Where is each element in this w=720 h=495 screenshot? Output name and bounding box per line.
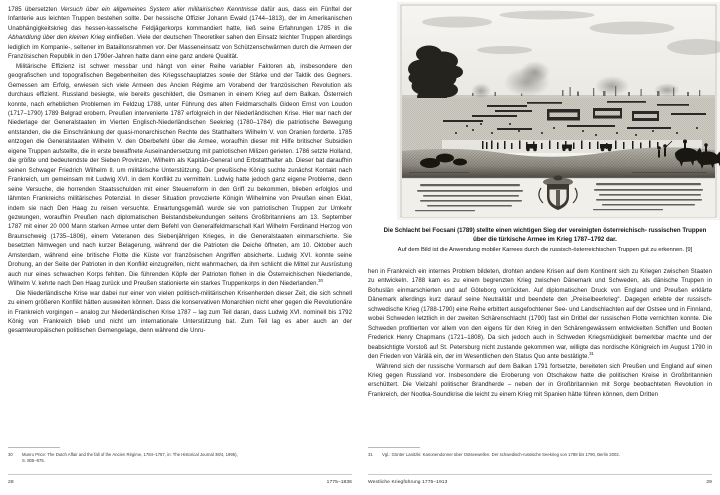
battle-of-focsani-engraving — [397, 2, 720, 220]
text-run: Während sich der russische Vormarsch auf dem Balkan 1791 fortsetzte, bereiteten sich Preußen und England auf einen Krieg gegen Russland vor. Insbesondere die Eroberung von Otschakow hatte die politischen Kreise in Großbritannien erschüttert. Die Vielzahl politischer Brandherde – neben der in Großbritannien mit Sorge beobachteten Revolution in Frankreich, der Nootka-Soundkrise die leicht zu einem Krieg mit Spanien hätte führen können, dem Dritten — [368, 363, 712, 398]
footnote-line-1: Vgl.: Günter Lanitzki: Kanonendonner über Ostseewellen. Der schwedisch-russische Seekrieg von 1788 bis 1790, Berlin 2002. — [382, 451, 620, 457]
right-page-number: 29 — [706, 480, 712, 485]
footnote-marker[interactable]: 31 — [589, 351, 594, 357]
left-page-number: 28 — [8, 480, 14, 485]
italic-title: Versuch über ein allgemeines System aller militairischen Kenntnisse — [60, 7, 258, 13]
footnote-separator-rule — [368, 447, 420, 448]
text-run: Militärische Effizienz ist schwer messbar und hängt von einer Reihe variabler Faktoren ab, insbesondere den geografischen und topografischen Begebenheiten des Kriegsschauplatzes sowie der Stärke und der Taktik des Gegners. Gemessen am Erfolg, erwiesen sich viele Armeen des Ancien Régime am Vorabend der französischen Revolution als durchaus effizient. Russland besiegte, wie bereits geschildert, die Osmanen in einem Krieg auf dem Balkan. Österreich konnte, nach erheblichen Problemen im Feldzug 1788, unter Führung des alten Feldmarschalls Gideon Ernst von Loudon (1717–1790) 1789 Belgrad erobern. Preußen intervenierte 1787 erfolgreich in der Niederländischen Krise. Hier war nach der Niederlage der Generalstaaten im Vierten Englisch-Niederländischen Seekrieg (1780–1784) die patriotische Bewegung entstanden, die die Einschränkung der quasi-monarchischen Rechte des Statthalters Wilhelm V. von Oranien forderte. 1785 entzogen die Generalstaaten Wilhelm V. den Oberbefehl über die Armee, woraufhin dieser mit Hilfe britischer Subsidien eigene Truppen aufstellte, die in erste bewaffnete Auseinandersetzung mit patriotischen Milizen gerieten. 1786 setzte Holland, die größte und bedeutendste der Sieben Provinzen, Wilhelm als Kapitän-General und Erbstatthalter ab. Dieser bat daraufhin seinen Schwager Friedrich Wilhelm II. um militärische Unterstützung. Der preußische König suchte zunächst Kontakt nach Frankreich, um gemeinsam mit Ludwig XVI. in dem Konflikt zu vermitteln. Ludwig hatte jedoch ganz eigene Probleme, denn seine Versuche, die horrenden Staatsschulden mit einer Steuerreform in den Griff zu bekommen, blieben erfolglos und lähmten Frankreichs militärisches Potenzial. In dieser Situation provozierte Königin Wilhelmine von Preußen einen Eklat, indem sie nach Den Haag zu reisen versuchte. Erwartungsgemäß wurde sie von patriotischen Truppen zur Umkehr gezwungen, woraufhin Preußen nach diplomatischen Beistandsbekundungen seitens Großbritanniens am 13. September 1787 mit einer 20 000 Mann starken Armee unter dem Befehl von Generalfeldmarschall Karl Wilhelm Ferdinand Herzog von Braunschweig (1735–1806), einem Veteranen des Siebenjährigen Krieges, in die Generalstaaten einmarschierte. Sie besetzten Nimwegen und nach kurzer Belagerung, während der die Patrioten die Deiche öffneten, am 10. Oktober auch Amsterdam, während eine britische Flotte die Küste vor französischen Angriffen absicherte. Ludwig XVI. konnte seine Drohung, an der Seite der Patrioten in den Konflikt einzugreifen, nicht wahrmachen, da ihm schlicht die Mittel zur Ausrüstung auch nur eines schwachen Korps fehlten. Die führenden Köpfe der Patrioten flohen in die Österreichischen Niederlande, Wilhelm V. kehrte nach Den Haag zurück und Preußen stationierte ein starkes Truppenkorps in den Niederlanden. — [8, 63, 352, 288]
footnote-number: 30 — [8, 451, 13, 457]
left-running-head: 1775–1836 — [326, 480, 352, 485]
footnote-line-1: Munro Price: The Dutch Affair and the fall of the Ancien Régime, 1784–1787, in: The Historical Journal 38/4, 1995), — [22, 451, 238, 457]
text-run: dafür aus, dass ein Fünftel der Infanterie aus leichten Truppen bestehen sollte. Der hessische Offizier Johann Ewald (1744–1813), der im Amerikanischen Unabhängigkeitskrieg das hessen-kasselsche Feldjägerkorps kommandiert hatte, ließ seine Erfahrungen 1785 in die — [8, 7, 352, 32]
engraving-artwork — [397, 2, 720, 220]
body-paragraph — [368, 363, 712, 401]
caption-regular-line-2: die russisch-österreichischen Truppen gut zu erkennen. [9] — [540, 246, 693, 253]
caption-bold — [378, 226, 712, 245]
footnote-separator-rule — [8, 447, 60, 448]
left-page-footnote — [8, 447, 352, 465]
text-run: Die Niederländische Krise war dabei nur einer von vielen politisch-militärischen Krisenherden dieser Zeit, die sich schnell zu einem größeren Konflikt hätten ausweiten können. Dass die konservativen Monarchien nicht eher gegen die Revolutionäre in Frankreich vorgingen – analog zur Niederländischen Krise 1787 – lag zum Teil daran, dass Ludwig XVI. nominell bis 1792 König von Frankreich blieb und nicht um internationale Unterstützung bat. Zum Teil lag es aber auch an der gesamteuropäischen politischen Gemengelage, denn während die Unru- — [8, 290, 352, 335]
caption-regular — [378, 246, 712, 255]
text-run: hen in Frankreich ein internes Problem bildeten, drohten andere Krisen auf dem Kontinent sich zu Kriegen zwischen Staaten zu entwickeln. 1788 kam es zu einem begrenzten Krieg zwischen Dänemark und Schweden, als dänische Truppen in Bohuslän einmarschierten und auf Göteborg vorrückten. Auf diplomatischen Druck von England und Preußen erklärte Dänemark allerdings kurz darauf seine Neutralität und beendete den „Preiselbeerkrieg“. Dagegen erlebte der russisch-schwedische Krieg (1788-1790) eine Reihe erbittert ausgefochtener See- und Landschlachten auf der Ostsee und in Finnland, wobei Schweden letztlich in der zweiten Schärenschlacht (1790) fast ein Drittel der russischen Flotte vernichten konnte. Die Schweden profitierten vor allem von den eigens für den Krieg in den Schärengewässern entwickelten Schiffen und Booten Frederick Henry Chapmans (1721–1808). Da sich jedoch auch in Schweden Kriegsmüdigkeit bemerkbar machte und der beabsichtigte Vorstoß auf St. Petersburg nicht zustande gekommen war, willigte das nordische Königreich im August 1790 in den Frieden von Värälä ein, der im Wesentlichen den Status Quo ante bestätigte. — [368, 269, 712, 361]
footnote-text — [22, 452, 352, 465]
body-paragraph — [8, 63, 352, 290]
footnote-number: 31 — [368, 451, 373, 457]
left-page-body-text — [8, 6, 352, 337]
footnote-entry — [368, 452, 712, 459]
left-page-footer — [8, 474, 352, 485]
body-paragraph — [8, 290, 352, 337]
right-running-head: Westliche Kriegführung 1775–1913 — [368, 480, 448, 485]
text-run: einfließen. Viele der deutschen Theoretiker sahen den Einsatz leichter Truppen allerdings lediglich im Kompanie-, seltener im Bataillonsrahmen vor. Der Masseneinsatz von Schützenschwärmen durch die Armeen der Französischen Republik in den 1790er-Jahren hatte dann eine ganz andere Qualität. — [8, 35, 352, 61]
text-run: 1785 übersetzten — [8, 7, 61, 13]
body-paragraph — [8, 6, 352, 63]
italic-title: Abhandlung über den kleinen Krieg — [8, 35, 105, 42]
caption-bold-line-1: Die Schlacht bei Focsani (1789) stellte einen wichtigen Sieg der vereinigten österreichisch- — [383, 227, 647, 234]
right-page — [360, 0, 720, 495]
footnote-marker[interactable]: 30 — [318, 278, 323, 284]
figure-caption — [378, 226, 712, 255]
right-page-footer — [368, 474, 712, 485]
footnote-text — [382, 452, 712, 459]
caption-regular-line-1: Auf dem Bild ist die Anwendung mobiler Karrees durch — [397, 246, 539, 253]
right-page-footnote — [368, 447, 712, 458]
footnote-entry — [8, 452, 352, 465]
right-page-body-text — [368, 268, 712, 400]
footnote-line-2: S. 805–875. — [22, 458, 45, 464]
caption-bold-line-2: russischen Truppen über die türkische Armee im Krieg 1787–1792 dar. — [473, 227, 707, 244]
body-paragraph — [368, 268, 712, 363]
